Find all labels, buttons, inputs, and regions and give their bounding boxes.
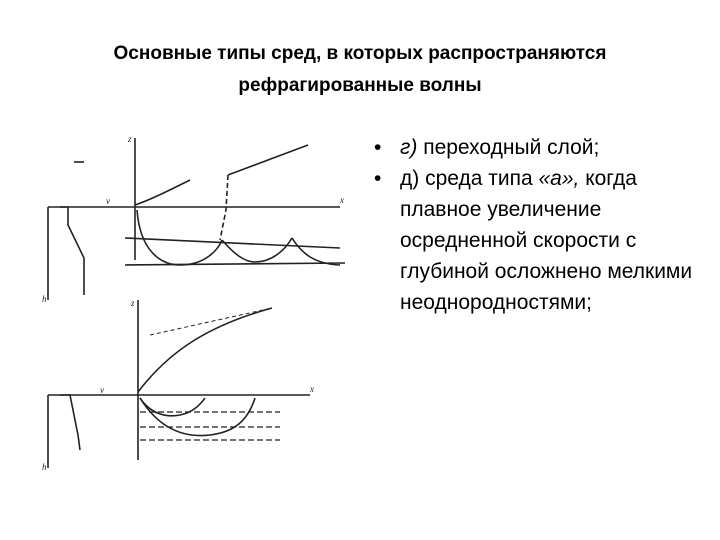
top-bottom-line — [125, 263, 345, 265]
bot-v-label: v — [100, 385, 104, 395]
title-line-2: рефрагированные волны — [238, 75, 482, 96]
slide-title — [20, 38, 700, 102]
top-boundary-line — [125, 238, 340, 248]
title-line-1: Основные типы сред, в которых распространяются — [113, 43, 607, 64]
top-velocity-profile — [48, 207, 84, 295]
bullet-marker-g: г) — [400, 136, 418, 159]
top-x-label: x — [340, 195, 344, 205]
bot-z-label: z — [131, 298, 135, 308]
top-ray-arc-3 — [292, 238, 340, 265]
bullet-item-g — [370, 132, 700, 163]
bullet-item-d — [370, 163, 700, 318]
bot-x-label: x — [310, 384, 314, 394]
bullet-text-d: когда плавное увеличение осредненной скорости с глубиной осложнено мелкими неоднородностями; — [400, 167, 693, 314]
top-ray-arc-1 — [137, 210, 222, 265]
top-z-label: z — [128, 134, 132, 144]
bot-travel-time-curve — [138, 308, 272, 392]
top-v-label: v — [106, 196, 110, 206]
bullet-list — [370, 132, 700, 318]
bot-velocity-profile — [48, 395, 80, 450]
bot-ray-arc-1 — [140, 398, 205, 416]
bullet-text-g: переходный слой; — [417, 136, 600, 159]
wave-media-figure — [40, 130, 370, 490]
top-refracted-curve-upper — [228, 145, 308, 175]
bot-ray-arc-2 — [140, 398, 255, 436]
top-travel-time-curve — [135, 180, 190, 205]
top-ray-arc-2 — [222, 238, 292, 262]
bot-h-label: h — [42, 462, 47, 472]
bullet-italic-d: «а», — [538, 167, 580, 190]
top-h-label: h — [42, 294, 47, 304]
bullet-prefix-d: д) среда типа — [400, 167, 539, 190]
